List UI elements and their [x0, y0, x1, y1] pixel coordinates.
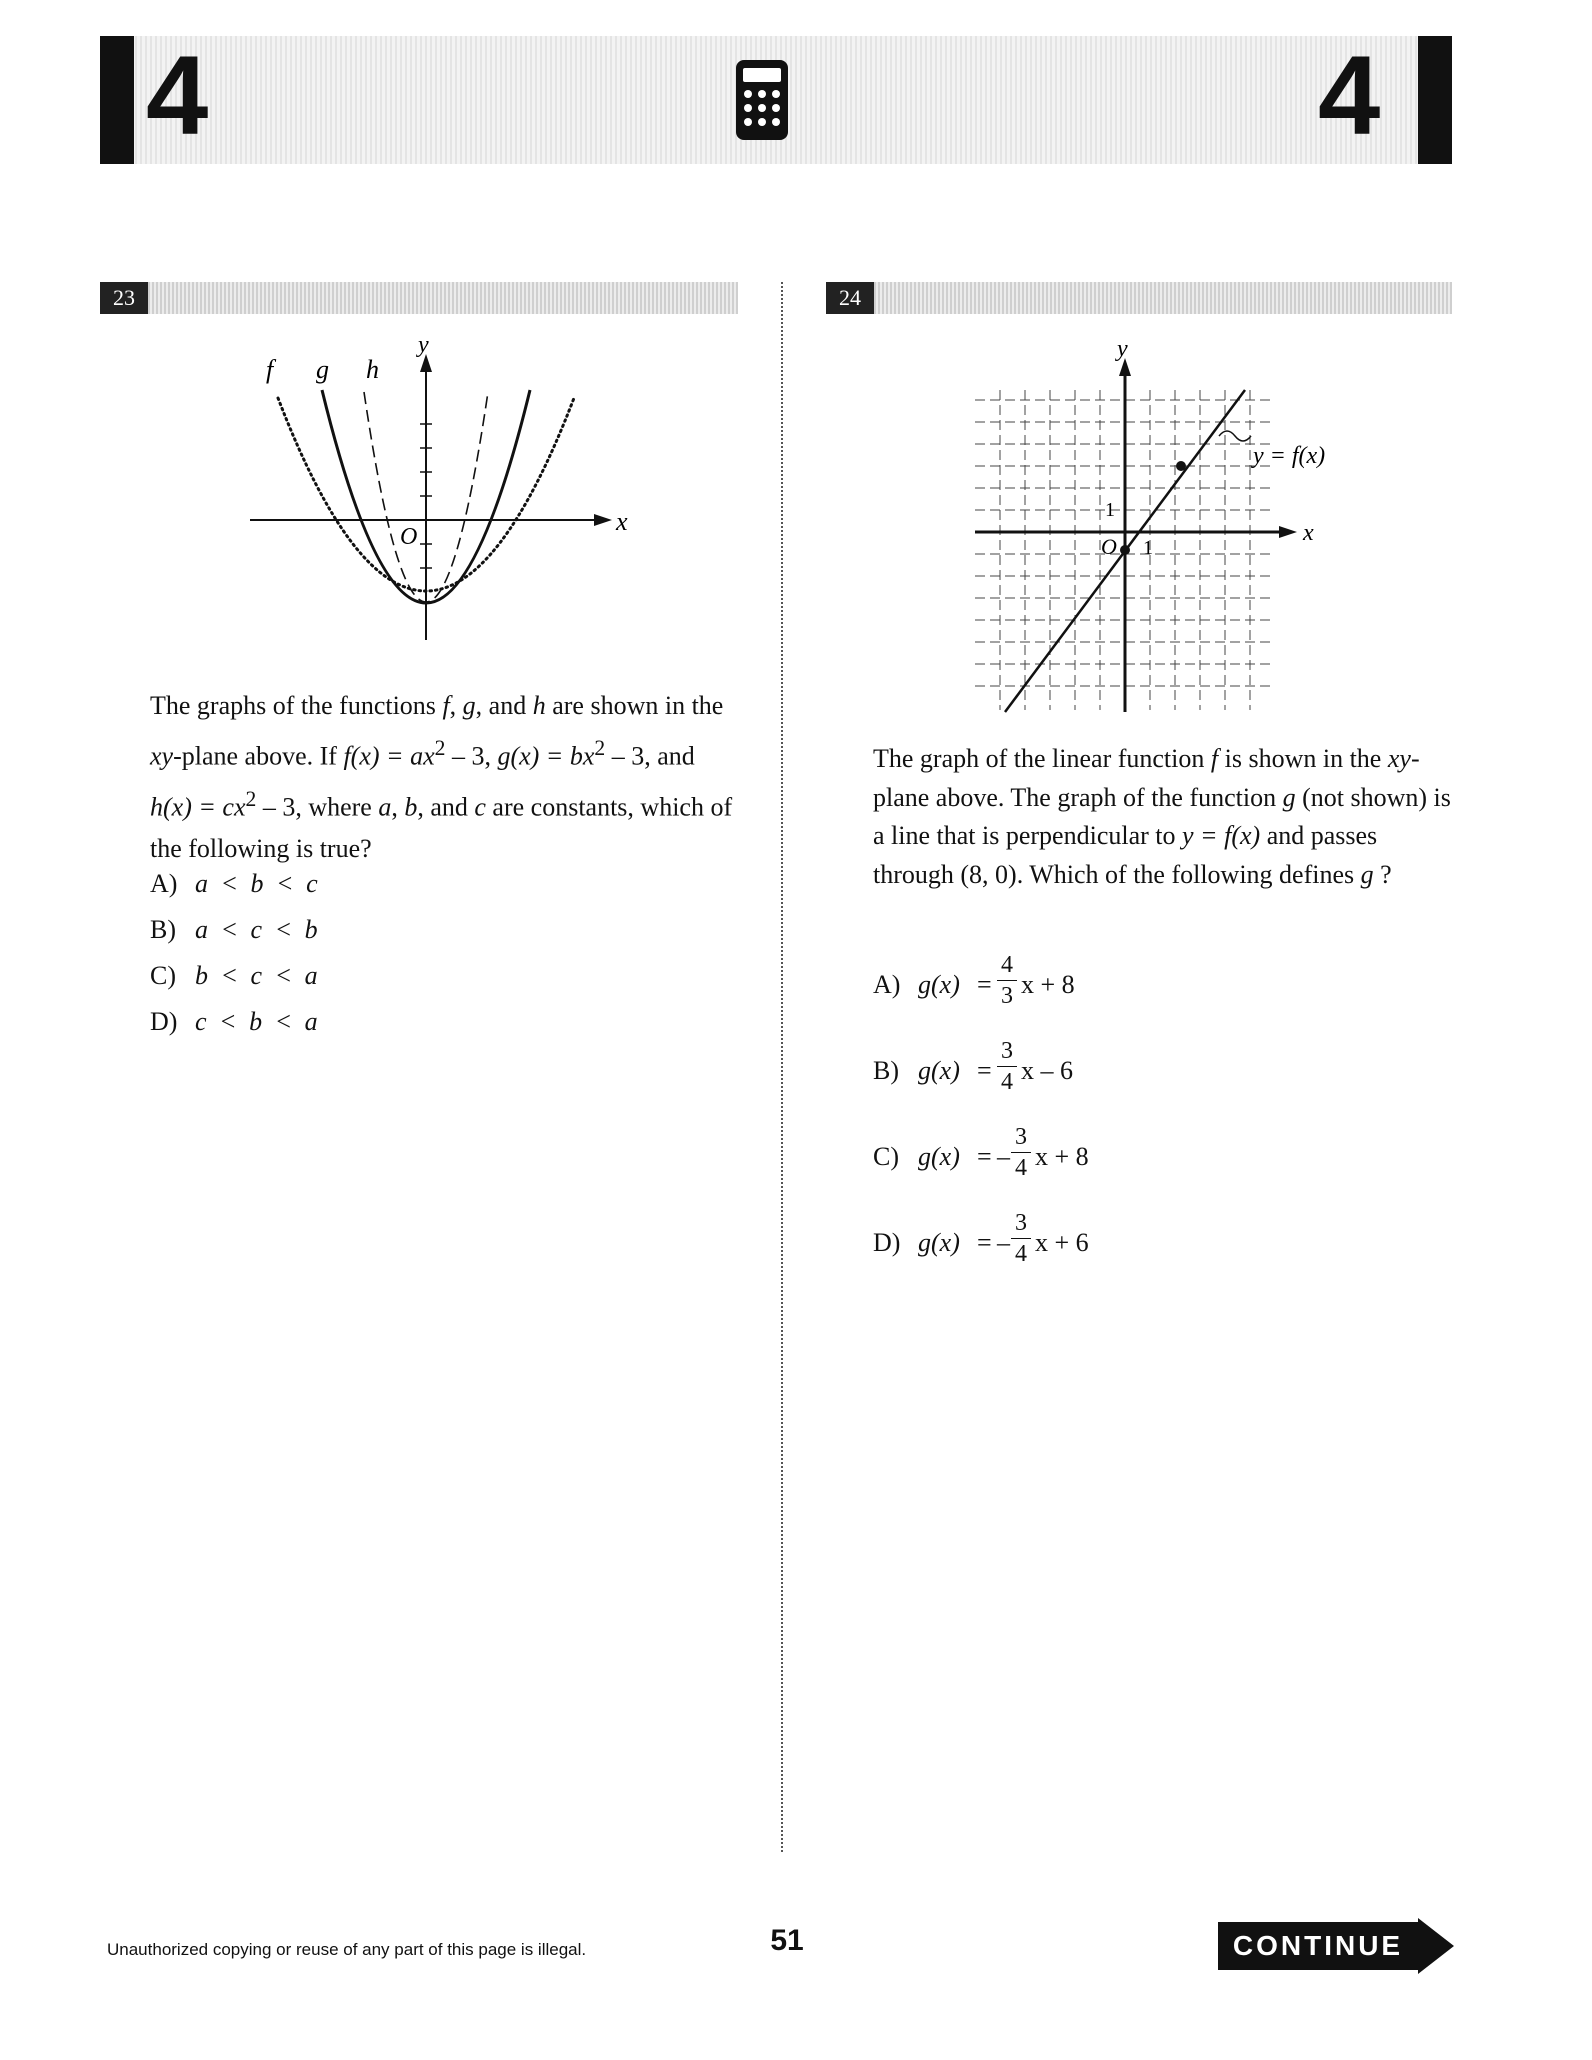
q24-label-x: x: [1303, 520, 1314, 546]
q24-label-pointer: [1219, 431, 1251, 441]
q24-tick-y-1: 1: [1105, 499, 1115, 521]
q24-point-2: [1120, 545, 1130, 555]
question-number-24: 24: [826, 282, 874, 314]
q23-label-f: f: [266, 355, 274, 384]
q23-choice-d[interactable]: D) c < b < a: [150, 1007, 318, 1036]
q23-parabolas-graph: [250, 340, 650, 640]
q23-label-y: y: [418, 340, 429, 358]
q24-label-line: y = f(x): [1253, 443, 1326, 469]
section-marker-right: [1418, 36, 1452, 164]
q23-choice-b[interactable]: B) a < c < b: [150, 915, 318, 944]
q24-x-arrow: [1279, 526, 1297, 538]
page-number: 51: [770, 1924, 804, 1957]
column-divider: [781, 282, 783, 1852]
section-marker-left: [100, 36, 134, 164]
continue-label[interactable]: CONTINUE: [1232, 1930, 1404, 1961]
copyright-notice: Unauthorized copying or reuse of any part of this page is illegal.: [107, 1940, 587, 1959]
question-bar-23: [100, 282, 738, 314]
q24-point-1: [1176, 461, 1186, 471]
q24-label-y: y: [1117, 340, 1128, 362]
q23-label-g: g: [316, 355, 329, 384]
q23-choice-c[interactable]: C) b < c < a: [150, 961, 318, 990]
section-number-right: 4: [1318, 33, 1381, 158]
question-bar-24: [826, 282, 1452, 314]
q23-choice-a[interactable]: A) a < b < c: [150, 869, 318, 898]
q24-label-origin: O: [1101, 534, 1117, 559]
calculator-icon: [734, 58, 790, 142]
q24-tick-x-1: 1: [1143, 537, 1153, 559]
q23-x-arrow: [594, 514, 612, 526]
q23-label-x: x: [616, 507, 628, 536]
section-number-left: 4: [146, 33, 209, 158]
q23-label-origin: O: [400, 524, 418, 550]
q24-line-graph: [975, 340, 1355, 720]
q23-label-h: h: [366, 355, 379, 384]
q23-question-text: The graphs of the functions f, g, and h are shown in the xy-plane above. If $f(x) = ax^2 - 3$, $g(x) = bx^2 - 3$, and $h(x) = cx^2 - 3$, where a, b, and c are constants, which of the following is true?: [150, 691, 733, 864]
q24-question-text: The graph of the linear function f is shown in the xy-plane above. The graph of the function g (not shown) is a line that is perpendicular to y = f(x) and passes through (8, 0). Which of the following defines g ?: [873, 744, 1451, 889]
question-number-23: 23: [100, 282, 148, 314]
